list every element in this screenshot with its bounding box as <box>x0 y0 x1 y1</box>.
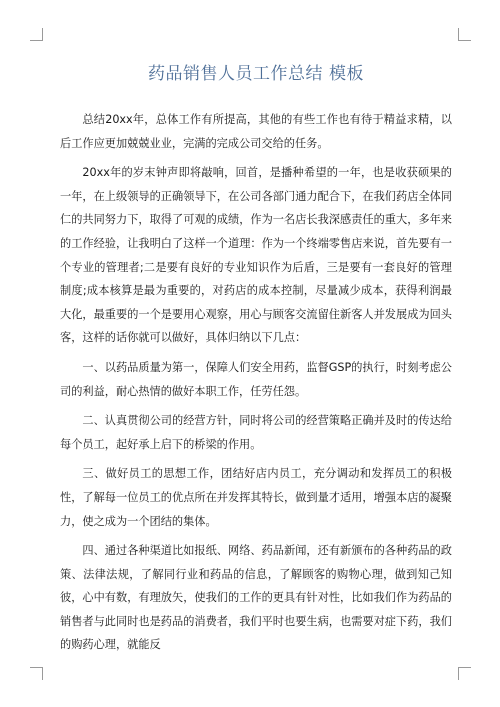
paragraph-point-3: 三、做好员工的思想工作，团结好店内员工，充分调动和发挥员工的积极性，了解每一位员工的优点所在并发挥其特长，做到量才适用，增强本店的凝聚力，使之成为一个团结的集体。 <box>60 467 452 528</box>
paragraph-point-4: 四、通过各种渠道比如报纸、网络、药品新闻，还有新颁布的各种药品的政策、法律法规，了解同行业和药品的信息，了解顾客的购物心理，做到知己知彼，心中有数，有理放矢，使我们的工作的更具有针对性，比如我们作为药品的销售者与此同时也是药品的消费者，我们平时也要生病，也需要对症下药，我们的购药心理，就能反 <box>60 544 452 652</box>
paragraph-point-1: 一、以药品质量为第一，保障人们安全用药，监督GSP的执行，时刻考虑公司的利益，耐心热情的做好本职工作，任劳任怨。 <box>60 360 452 398</box>
crop-mark-bottom-left <box>30 667 43 680</box>
crop-mark-top-left <box>30 28 43 41</box>
paragraph-summary: 总结20xx年，总体工作有所提高，其他的有些工作也有待于精益求精，以后工作应更加兢兢业业，完满的完成公司交给的任务。 <box>60 113 452 150</box>
document-title: 药品销售人员工作总结 模板 <box>148 64 364 84</box>
crop-mark-bottom-right <box>458 667 471 680</box>
document-page <box>60 62 452 663</box>
paragraph-review: 20xx年的岁末钟声即将敲响，回首，是播种希望的一年，也是收获硕果的一年，在上级领导的正确领导下，在公司各部门通力配合下，在我们药店全体同仁的共同努力下，取得了可观的成绩，作为一名店长我深感责任的重大，多年来的工作经验，让我明白了这样一个道理：作为一个终端零售店来说，首先要有一个专业的管理者;二是要有良好的专业知识作为后盾，三是要有一套良好的管理制度;成本核算是最为重要的，对药店的成本控制，尽量减少成本，获得利润最大化，最重要的一个是要用心观察，用心与顾客交流留住新客人并发展成为回头客，这样的话你就可以做好，具体归纳以下几点： <box>60 166 452 345</box>
paragraph-point-2: 二、认真贯彻公司的经营方针，同时将公司的经营策略正确并及时的传达给每个员工，起好承上启下的桥梁的作用。 <box>60 414 452 451</box>
crop-mark-top-right <box>458 28 471 41</box>
